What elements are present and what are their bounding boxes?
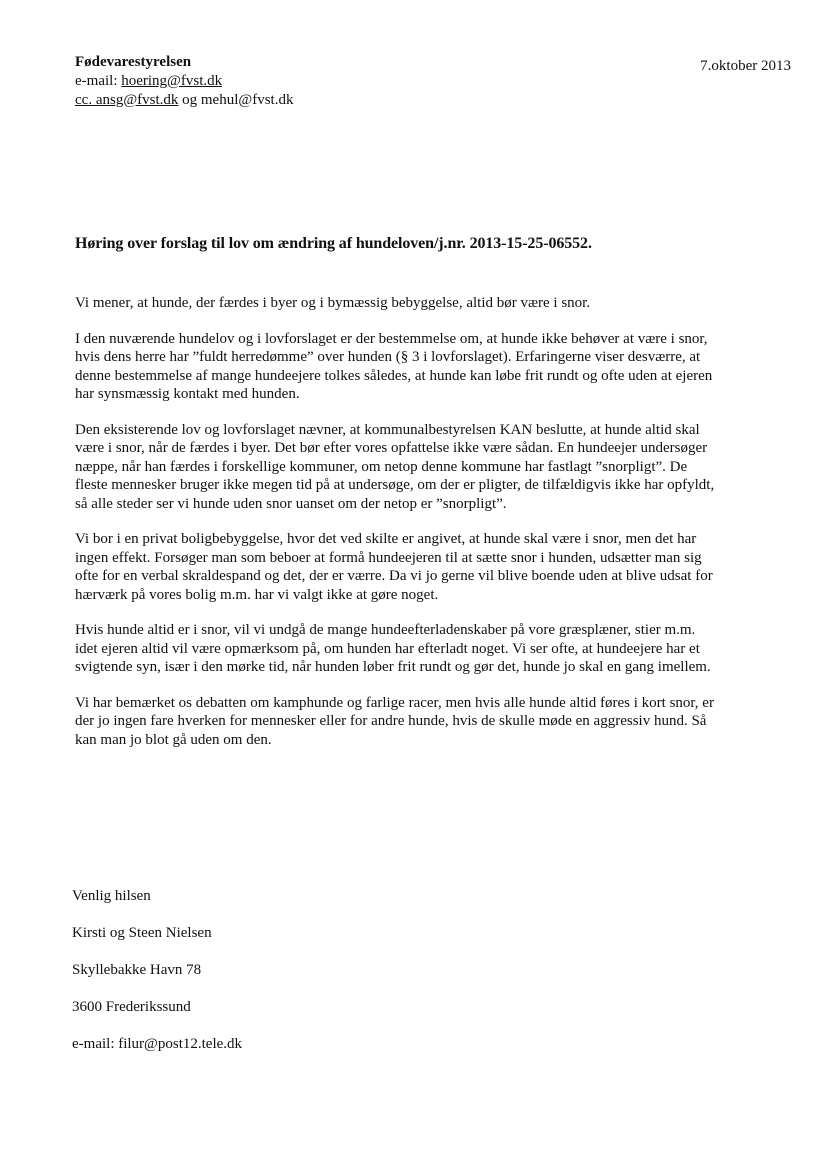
paragraph-6: Vi har bemærket os debatten om kamphunde og farlige racer, men hvis alle hunde altid føres i kort snor, er der jo ingen fare hverken for mennesker eller for andre hunde, hvis de skulle møde en aggressiv hund. Så kan man jo blot gå uden om den. [75, 694, 714, 748]
closing-greeting: Venlig hilsen [72, 888, 151, 904]
paragraph-2: I den nuværende hundelov og i lovforslaget er der bestemmelse om, at hunde ikke behøver at være i snor, hvis dens herre har ”fuldt herredømme” over hunden (§ 3 i lovforslaget). Erfaringerne viser desværre, at denne bestemmelse af mange hundeejere tolkes således, at hunde kan løbe frit rundt og ofte uden at ejeren har synsmæssig kontakt med hunden. [75, 330, 713, 402]
paragraph-5: Hvis hunde altid er i snor, vil vi undgå de mange hundeefterladenskaber på vore græsplæner, stier m.m. idet ejeren altid vil være opmærksom på, om hunden har efterladt noget. Vi ser ofte, at hundeejere har et svigtende syn, især i den mørke tid, når hunden løber frit rundt og gør det, hunde jo skal en gang imellem. [75, 622, 711, 675]
recipient-organization: Fødevarestyrelsen [75, 54, 192, 70]
letter-date: 7.oktober 2013 [700, 58, 791, 74]
email-label: e-mail: [75, 73, 122, 89]
cc-prefix: cc. [75, 92, 96, 108]
cc-suffix: og mehul@fvst.dk [178, 92, 294, 108]
letter-body [75, 294, 715, 766]
paragraph-1: Vi mener, at hunde, der færdes i byer og i bymæssig bebyggelse, altid bør være i snor. [75, 295, 591, 311]
recipient-block [75, 53, 293, 110]
letter-subject: Høring over forslag til lov om ændring af hundeloven/j.nr. 2013-15-25-06552. [75, 235, 592, 252]
cc-line [75, 91, 293, 110]
paragraph-3: Den eksisterende lov og lovforslaget nævner, at kommunalbestyrelsen KAN beslutte, at hunde altid skal være i snor, når de færdes i byer. Det bør efter vores opfattelse ikke være sådan. En hundeejer undersøger næppe, når han færdes i forskellige kommuner, om netop denne kommune har fastlagt ”snorpligt”. De fleste mennesker bruger ikke megen tid på at undersøge, om der er pligter, de tilfældigvis ikke har opfyldt, så alle steder ser vi hunde uden snor uanset om der netop er ”snorpligt”. [75, 421, 715, 512]
cc-email-link[interactable]: ansg@fvst.dk [95, 92, 179, 108]
sender-city: 3600 Frederikssund [72, 999, 191, 1015]
recipient-email-link[interactable]: hoering@fvst.dk [121, 73, 223, 89]
recipient-email-line [75, 72, 293, 91]
sender-names: Kirsti og Steen Nielsen [72, 925, 212, 941]
paragraph-4: Vi bor i en privat boligbebyggelse, hvor det ved skilte er angivet, at hunde skal være i snor, men det har ingen effekt. Forsøger man som beboer at formå hundeejeren til at sætte snor i hunden, udsætter man sig ofte for en verbal skraldespand og det, der er værre. Da vi jo gerne vil blive boende uden at blive udsat for hærværk på vores bolig m.m. har vi valgt ikke at gøre noget. [75, 531, 713, 603]
sender-email: e-mail: filur@post12.tele.dk [72, 1036, 243, 1052]
sender-street: Skyllebakke Havn 78 [72, 962, 202, 978]
